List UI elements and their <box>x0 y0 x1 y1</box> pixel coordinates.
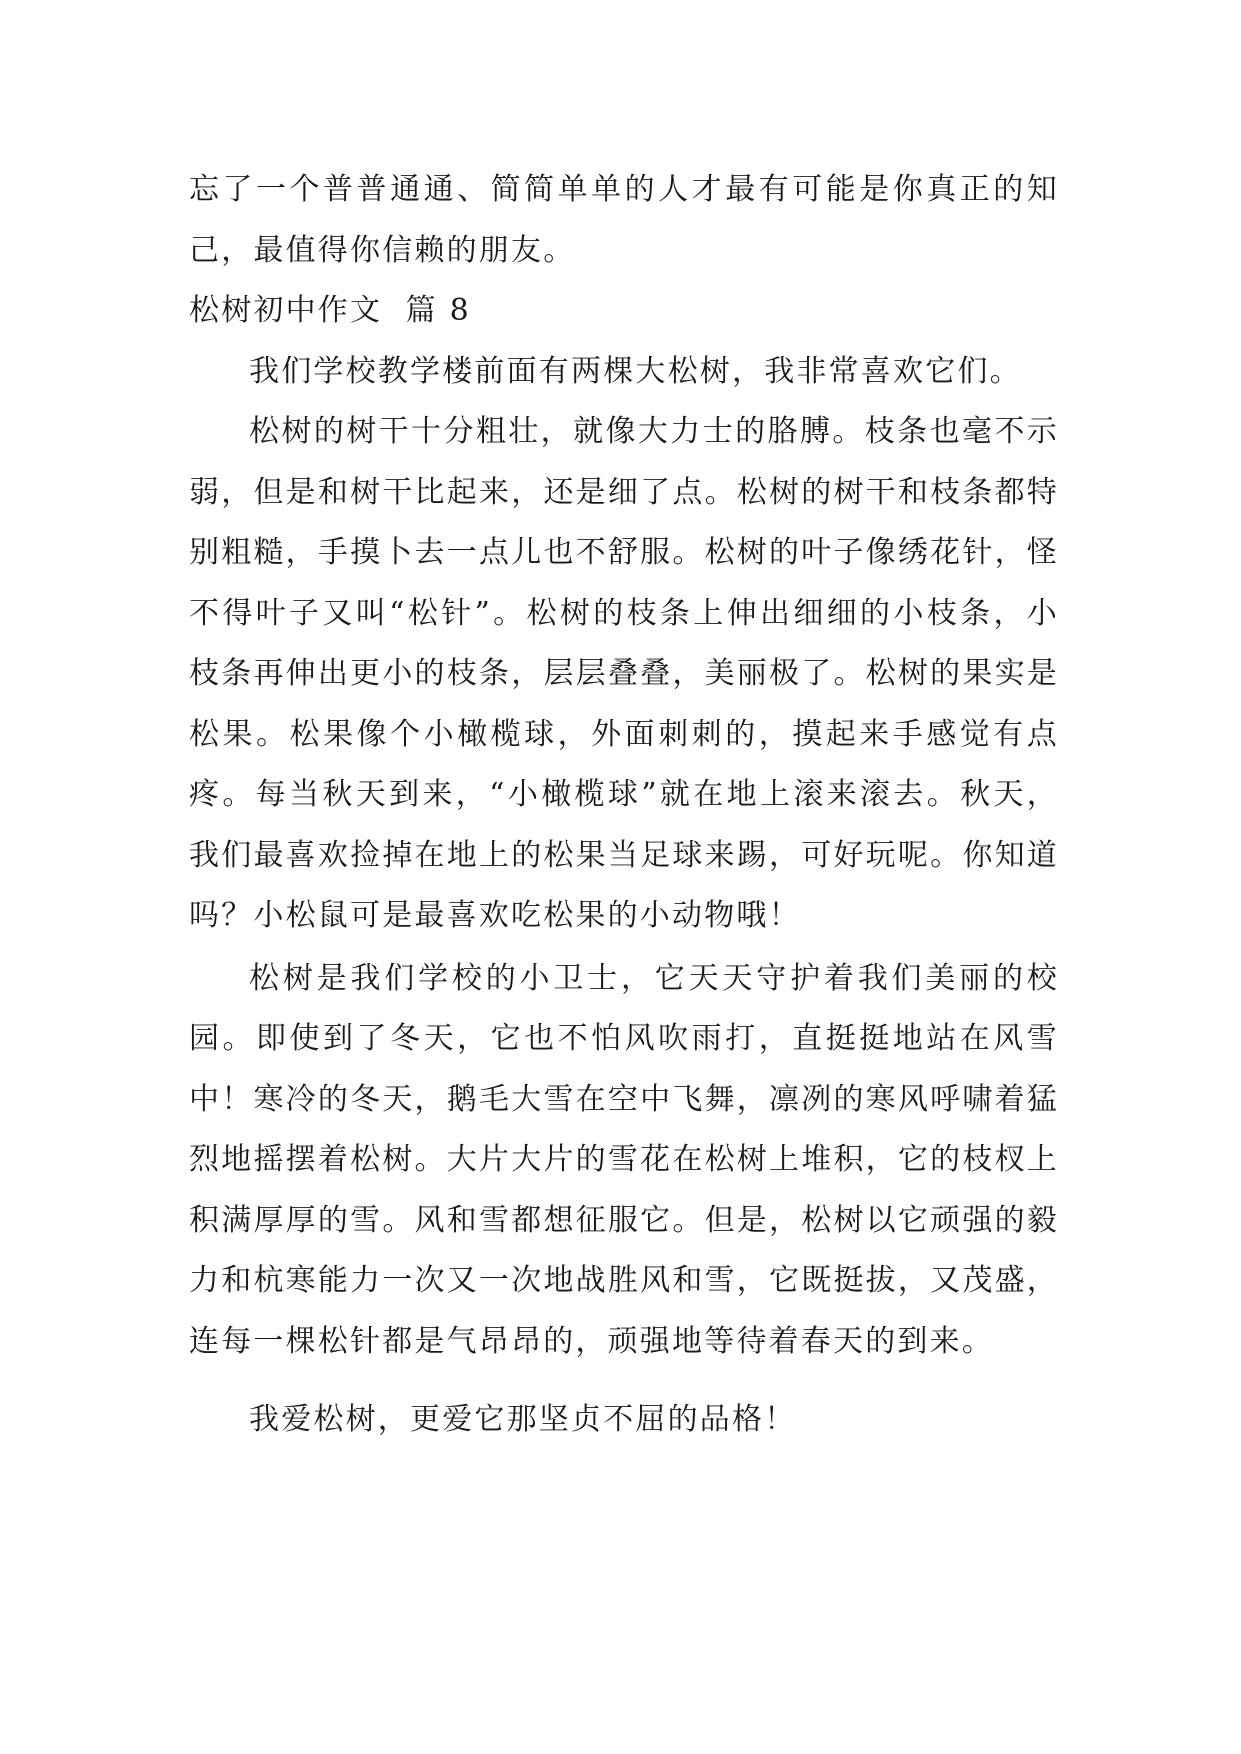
article-body <box>189 160 1059 1451</box>
continuation-paragraph: 忘了一个普普通通、简简单单的人才最有可能是你真正的知己，最值得你信赖的朋友。 <box>189 172 1059 268</box>
article-heading: 松树初中作文 篇 8 <box>189 293 471 328</box>
paragraph-conclusion: 我爱松树，更爱它那坚贞不屈的品格！ <box>249 1402 797 1437</box>
paragraph-intro: 我们学校教学楼前面有两棵大松树，我非常喜欢它们。 <box>249 353 1022 389</box>
paragraph-description: 松树的树干十分粗壮，就像大力士的胳膊。枝条也毫不示弱，但是和树干比起来，还是细了点。松树的树干和枝条都特别粗糙，手摸卜去一点儿也不舒服。松树的叶子像绣花针，怪不得叶子又叫“松针”。松树的枝条上伸出细细的小枝条，小枝条再伸出更小的枝条，层层叠叠，美丽极了。松树的果实是松果。松果像个小橄榄球，外面刺刺的，摸起来手感觉有点疼。每当秋天到来，“小橄榄球”就在地上滚来滚去。秋天，我们最喜欢捡掉在地上的松果当足球来踢，可好玩呢。你知道吗？小松鼠可是最喜欢吃松果的小动物哦！ <box>189 414 1059 933</box>
paragraph-winter: 松树是我们学校的小卫士，它天天守护着我们美丽的校园。即使到了冬天，它也不怕风吹雨打，直挺挺地站在风雪中！寒冷的冬天，鹅毛大雪在空中飞舞，凛冽的寒风呼啸着猛烈地摇摆着松树。大片大片的雪花在松树上堆积，它的枝杈上积满厚厚的雪。风和雪都想征服它。但是，松树以它顽强的毅力和杭寒能力一次又一次地战胜风和雪，它既挺拔，又茂盛，连每一棵松针都是气昂昂的，顽强地等待着春天的到来。 <box>189 960 1059 1359</box>
